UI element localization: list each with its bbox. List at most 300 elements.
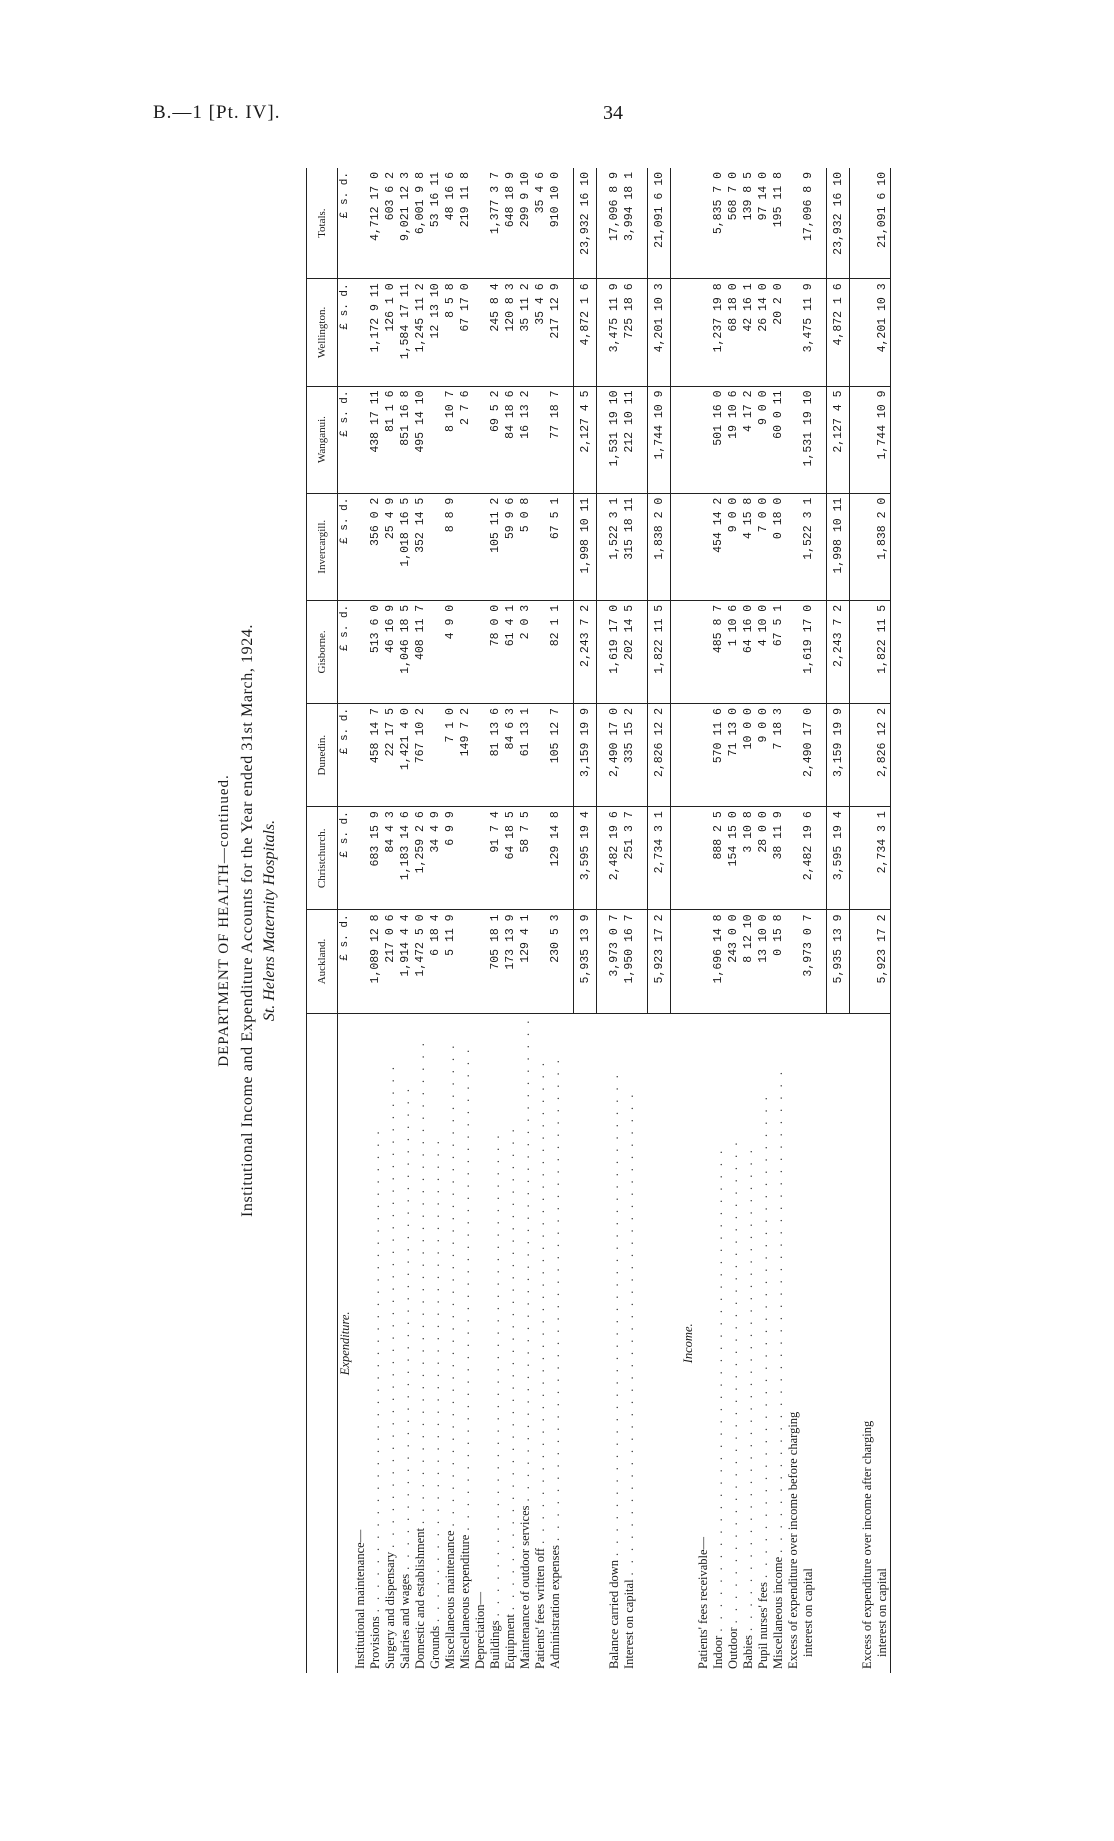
row-label-continuation [801,1018,816,1669]
spacer-cell [637,807,648,910]
amount-cell: 485 8 7 [711,600,726,703]
spacer-cell [563,600,574,703]
spacer-cell [816,600,827,703]
amount-cell: 513 6 0 [368,600,383,703]
row-label-text: Grounds [428,1625,442,1669]
table-row [726,168,741,1673]
group-header-row [696,168,711,1673]
row-label-cell [771,1013,786,1673]
row-label-cell [711,1013,726,1673]
row-label-text: Excess of expenditure over income before charging [786,1411,800,1669]
amount-cell: 5,835 7 0 [711,168,726,279]
row-label-text: interest on capital [801,1568,815,1657]
amount-cell: 9,021 12 3 [398,168,413,279]
amount-cell: 2,490 17 0 [607,704,622,807]
column-header: Christchurch. [307,807,338,910]
spacer-cell [597,807,608,910]
amount-cell: 60 0 11 [771,386,786,493]
spacer-cell [816,386,827,493]
spacer-cell [850,910,861,1013]
amount-cell [458,493,473,600]
amount-cell [428,493,443,600]
amount-cell: 219 11 8 [458,168,473,279]
table-body [338,168,891,1673]
spacer-cell [637,493,648,600]
amount-cell: 2,826 12 2 [860,704,891,807]
total-amount: 2,734 3 1 [648,807,671,910]
spacer-cell [850,600,861,703]
amount-cell: 34 4 9 [428,807,443,910]
spacer-cell [637,910,648,1013]
row-label [518,1018,533,1669]
amount-cell: 81 1 6 [383,386,398,493]
row-label [458,1018,473,1669]
amount-cell: 58 7 5 [518,807,533,910]
spacer-cell [563,386,574,493]
spacer-cell [597,910,608,1013]
spacer-cell [563,807,574,910]
amount-cell: 105 12 7 [548,704,563,807]
amount-cell: 568 7 0 [726,168,741,279]
column-header: Auckland. [307,910,338,1013]
amount-cell: 46 16 9 [383,600,398,703]
total-amount: 3,159 19 9 [574,704,597,807]
spacer-cell [816,910,827,1013]
amount-cell: 5 0 8 [518,493,533,600]
amount-cell: 8 5 8 [443,279,458,386]
total-label-cell [827,1013,850,1673]
row-label-continuation [875,1018,890,1669]
amount-cell: 35 4 6 [533,279,548,386]
amount-cell: 68 18 0 [726,279,741,386]
row-label-cell [756,1013,771,1673]
spacer-cell [816,1013,827,1673]
amount-cell: 767 10 2 [413,704,428,807]
amount-cell [533,807,548,910]
amount-cell [533,493,548,600]
amount-cell: 3,973 0 7 [607,910,622,1013]
amount-cell: 2,734 3 1 [860,807,891,910]
units-cell: £ s. d. [338,600,354,703]
rotated-content [214,168,1000,1673]
row-label [696,1018,711,1669]
amount-cell: 1,421 4 0 [398,704,413,807]
amount-cell: 38 11 9 [771,807,786,910]
spacer-cell [850,279,861,386]
leader-dots: . . . . . . . . . . . . . . . . . . . . . . . . . . . . . . . . . . . . . . . . [518,1017,532,1502]
table-row [413,168,428,1673]
row-label-text: Depreciation— [473,1591,487,1669]
amount-cell: 1,822 11 5 [860,600,891,703]
amount-cell: 35 4 6 [533,168,548,279]
amount-cell: 1,522 3 1 [607,493,622,600]
amount-cell [696,704,711,807]
amount-cell: 851 16 8 [398,386,413,493]
total-amount: 3,159 19 9 [827,704,850,807]
spacer-cell [816,807,827,910]
amount-cell: 1,838 2 0 [860,493,891,600]
leader-dots: . . . . . . . . . . . . . . . . . . . . . . . . . . . . . . . . . . . . . . . . [756,1094,770,1579]
spacer-cell [637,1013,648,1673]
spacer-cell [671,807,682,910]
amount-cell: 3,475 11 9 [786,279,816,386]
total-amount: 23,932 16 10 [827,168,850,279]
amount-cell: 683 15 9 [368,807,383,910]
leader-dots: . . . . . . . . . . . . . . . . . . . . . . . . . . . . . . . . . . . . . . . . [428,1138,442,1622]
amount-cell: 17,096 8 9 [607,168,622,279]
spacer-cell [816,493,827,600]
row-label-text: Miscellaneous maintenance [443,1530,457,1669]
amount-cell: 97 14 0 [756,168,771,279]
amount-cell: 3,994 18 1 [622,168,637,279]
amount-cell: 356 0 2 [368,493,383,600]
amount-cell: 16 13 2 [518,386,533,493]
total-row [574,168,597,1673]
total-amount: 2,243 7 2 [574,600,597,703]
total-row [648,168,671,1673]
leader-dots: . . . . . . . . . . . . . . . . . . . . . . . . . . . . . . . . . . . . . . . . [443,1042,457,1527]
total-amount: 5,935 13 9 [827,910,850,1013]
amount-cell: 910 10 0 [548,168,563,279]
total-amount: 3,595 19 4 [827,807,850,910]
row-label-text: Equipment [503,1614,517,1669]
row-label-text: Buildings [488,1620,502,1669]
amount-cell: 1,914 4 4 [398,910,413,1013]
amount-cell [696,600,711,703]
row-label-cell [398,1013,413,1673]
amount-cell: 4 15 8 [741,493,756,600]
amount-cell [533,386,548,493]
amount-cell: 335 15 2 [622,704,637,807]
table-row [860,168,891,1673]
amount-cell: 251 3 7 [622,807,637,910]
group-header-row [353,168,368,1673]
empty-cell [681,807,696,910]
table-row [771,168,786,1673]
amount-cell [458,807,473,910]
section-heading: Expenditure. [338,1311,352,1376]
spacer-cell [637,704,648,807]
amount-cell: 1,696 14 8 [711,910,726,1013]
amount-cell: 61 13 1 [518,704,533,807]
amount-cell: 9 0 0 [756,704,771,807]
amount-cell: 0 15 8 [771,910,786,1013]
amount-cell: 8 12 10 [741,910,756,1013]
amount-cell: 5 11 9 [443,910,458,1013]
row-label-text: interest on capital [875,1568,889,1657]
amount-cell: 202 14 5 [622,600,637,703]
amount-cell: 35 11 2 [518,279,533,386]
total-amount: 4,872 1 6 [827,279,850,386]
report-reference: B.—1 [Pt. IV]. [153,102,281,123]
row-label [741,1018,756,1669]
amount-cell: 212 10 11 [622,386,637,493]
empty-cell [681,168,696,279]
row-label-text: Babies [741,1634,755,1669]
amount-cell: 2 7 6 [458,386,473,493]
table-row [428,168,443,1673]
amount-cell: 22 17 5 [383,704,398,807]
row-label-text: Pupil nurses' fees [756,1582,770,1669]
amount-cell: 25 4 9 [383,493,398,600]
units-cell: £ s. d. [338,493,354,600]
empty-cell [681,600,696,703]
spacer-cell [816,279,827,386]
row-label-text: Patients' fees receivable— [696,1536,710,1669]
amount-cell: 69 5 2 [488,386,503,493]
column-header: Wellington. [307,279,338,386]
table-row [443,168,458,1673]
row-label [726,1018,741,1669]
amount-cell: 48 16 6 [443,168,458,279]
row-label [533,1018,548,1669]
spacer-row [671,168,682,1673]
amount-cell: 67 5 1 [771,600,786,703]
total-row [827,168,850,1673]
amount-cell: 84 6 3 [503,704,518,807]
total-amount: 4,872 1 6 [574,279,597,386]
amount-cell: 126 1 0 [383,279,398,386]
amount-cell: 77 18 7 [548,386,563,493]
spacer-cell [637,279,648,386]
table-row [786,168,816,1673]
table-row [488,168,503,1673]
table-row [756,168,771,1673]
amount-cell [696,493,711,600]
row-label-cell [473,1013,488,1673]
amount-cell [353,807,368,910]
amount-cell [696,807,711,910]
amount-cell: 1,089 12 8 [368,910,383,1013]
amount-cell [353,168,368,279]
amount-cell: 352 14 5 [413,493,428,600]
amount-cell [353,386,368,493]
amount-cell: 8 10 7 [443,386,458,493]
table-row [368,168,383,1673]
row-label-text: Interest on capital [622,1579,636,1669]
hospitals-subtitle: St. Helens Maternity Hospitals. [261,819,278,1022]
table-row [548,168,563,1673]
amount-cell: 458 14 7 [368,704,383,807]
spacer-cell [597,386,608,493]
amount-cell: 154 15 0 [726,807,741,910]
amount-cell: 81 13 6 [488,704,503,807]
spacer-cell [850,386,861,493]
spacer-row [597,168,608,1673]
row-label [756,1018,771,1669]
amount-cell: 648 18 9 [503,168,518,279]
row-label [548,1018,563,1669]
rotated-page-frame [214,168,1000,1673]
leader-dots: . . . . . . . . . . . . . . . . . . . . . . . . . . . . . . . . . . . . . . . . [413,1040,427,1525]
row-label-cell [413,1013,428,1673]
spacer-cell [850,704,861,807]
row-label [353,1018,368,1669]
amount-cell: 20 2 0 [771,279,786,386]
row-label-text: Balance carried down [607,1560,621,1669]
spacer-cell [671,910,682,1013]
amount-cell: 0 18 0 [771,493,786,600]
row-label-text: Maintenance of outdoor services [518,1505,532,1669]
leader-dots: . . . . . . . . . . . . . . . . . . . . . . . . . . . . . . . . . . . . . . . . [458,1046,472,1531]
row-label-text: Administration expenses [548,1545,562,1669]
units-cell: £ s. d. [338,910,354,1013]
total-amount: 5,923 17 2 [648,910,671,1013]
spacer-cell [850,168,861,279]
row-label-text: Excess of expenditure over income after charging [860,1420,874,1669]
amount-cell [696,279,711,386]
amount-cell: 1 10 6 [726,600,741,703]
row-label-cell [696,1013,711,1673]
row-label-text: Provisions [368,1616,382,1669]
amount-cell [473,493,488,600]
amount-cell: 1,046 18 5 [398,600,413,703]
row-label-cell [488,1013,503,1673]
amount-cell: 1,377 3 7 [488,168,503,279]
column-header: Dunedin. [307,704,338,807]
table-row [622,168,637,1673]
table-row [398,168,413,1673]
amount-cell: 230 5 3 [548,910,563,1013]
row-label [413,1018,428,1669]
spacer-row [637,168,648,1673]
amount-cell [473,168,488,279]
amount-cell: 6 18 4 [428,910,443,1013]
row-label [622,1018,637,1669]
total-label-cell [648,1013,671,1673]
amount-cell [533,600,548,703]
amount-cell: 1,245 11 2 [413,279,428,386]
amount-cell [696,910,711,1013]
row-label-cell [428,1013,443,1673]
leader-dots: . . . . . . . . . . . . . . . . . . . . . . . . . . . . . . . . . . . . . . . . [368,1128,382,1613]
amount-cell [533,704,548,807]
accounts-title: Institutional Income and Expenditure Accounts for the Year ended 31st March, 1924. [239,623,256,1218]
amount-cell: 2,482 19 6 [607,807,622,910]
row-label [488,1018,503,1669]
row-label-cell [353,1013,368,1673]
amount-cell: 4 9 0 [443,600,458,703]
amount-cell: 603 6 2 [383,168,398,279]
amount-cell: 28 0 0 [756,807,771,910]
table-row [383,168,398,1673]
spacer-cell [597,279,608,386]
amount-cell: 1,531 19 10 [786,386,816,493]
amount-cell: 84 18 6 [503,386,518,493]
row-label [443,1018,458,1669]
amount-cell: 1,619 17 0 [786,600,816,703]
table-row [458,168,473,1673]
section-heading-row [338,168,354,1673]
amount-cell: 1,619 17 0 [607,600,622,703]
total-amount: 2,826 12 2 [648,704,671,807]
amount-cell [458,600,473,703]
column-header: Wanganui. [307,386,338,493]
leader-dots: . . . . . . . . . . . . . . . . . . . . . . . . . . . . . . . . . . . . . . . . [488,1132,502,1617]
amount-cell: 42 16 1 [741,279,756,386]
amount-cell [533,910,548,1013]
row-label-cell [383,1013,398,1673]
spacer-cell [850,807,861,910]
total-amount: 1,744 10 9 [648,386,671,493]
amount-cell: 8 8 9 [443,493,458,600]
row-label [473,1018,488,1669]
row-label-cell [622,1013,637,1673]
table-row [503,168,518,1673]
row-label [398,1018,413,1669]
spacer-cell [597,1013,608,1673]
row-label-cell [726,1013,741,1673]
amount-cell: 1,172 9 11 [368,279,383,386]
amount-cell [473,600,488,703]
amount-cell: 91 7 4 [488,807,503,910]
row-label [711,1018,726,1669]
row-label-cell [607,1013,622,1673]
amount-cell: 299 9 10 [518,168,533,279]
row-label-text: Salaries and wages [398,1573,412,1669]
row-label-cell [741,1013,756,1673]
spacer-cell [563,704,574,807]
amount-cell: 1,950 16 7 [622,910,637,1013]
row-label-cell [533,1013,548,1673]
amount-cell: 17,096 8 9 [786,168,816,279]
amount-cell: 9 0 0 [756,386,771,493]
spacer-cell [671,493,682,600]
amount-cell: 64 18 5 [503,807,518,910]
group-header-row [473,168,488,1673]
row-label-cell [503,1013,518,1673]
amount-cell: 501 16 0 [711,386,726,493]
empty-cell [681,386,696,493]
leader-dots: . . . . . . . . . . . . . . . . . . . . . . . . . . . . . . . . . . . . . . . . [548,1057,562,1542]
total-amount: 2,127 4 5 [574,386,597,493]
spacer-cell [563,910,574,1013]
total-amount: 23,932 16 10 [574,168,597,279]
empty-cell [681,910,696,1013]
amount-cell: 705 18 1 [488,910,503,1013]
spacer-row [816,168,827,1673]
row-label-text: Institutional maintenance— [353,1529,367,1669]
amount-cell [428,600,443,703]
total-amount: 1,838 2 0 [648,493,671,600]
amount-cell: 78 0 0 [488,600,503,703]
spacer-cell [816,168,827,279]
amount-cell: 1,584 17 11 [398,279,413,386]
amount-cell: 84 4 3 [383,807,398,910]
amount-cell [353,600,368,703]
row-label-cell [518,1013,533,1673]
spacer-row [850,168,861,1673]
table-row [533,168,548,1673]
spacer-cell [563,168,574,279]
amount-cell: 139 8 5 [741,168,756,279]
amount-cell: 888 2 5 [711,807,726,910]
department-heading: DEPARTMENT OF HEALTH—continued. [216,774,232,1067]
amount-cell: 64 16 0 [741,600,756,703]
amount-cell: 3 10 8 [741,807,756,910]
amount-cell: 1,259 2 6 [413,807,428,910]
table-row [711,168,726,1673]
total-amount: 2,127 4 5 [827,386,850,493]
leader-dots: . . . . . . . . . . . . . . . . . . . . . . . . . . . . . . . . . . . . . . . . [383,1064,397,1548]
total-amount: 21,091 6 10 [648,168,671,279]
amount-cell [428,704,443,807]
leader-dots: . . . . . . . . . . . . . . . . . . . . . . . . . . . . . . . . . . . . . . . . [533,1060,547,1544]
spacer-row [563,168,574,1673]
amount-cell [353,704,368,807]
spacer-cell [671,168,682,279]
leader-dots: . . . . . . . . . . . . . . . . . . . . . . . . . . . . . . . . . . . . . . . . [398,1086,412,1570]
